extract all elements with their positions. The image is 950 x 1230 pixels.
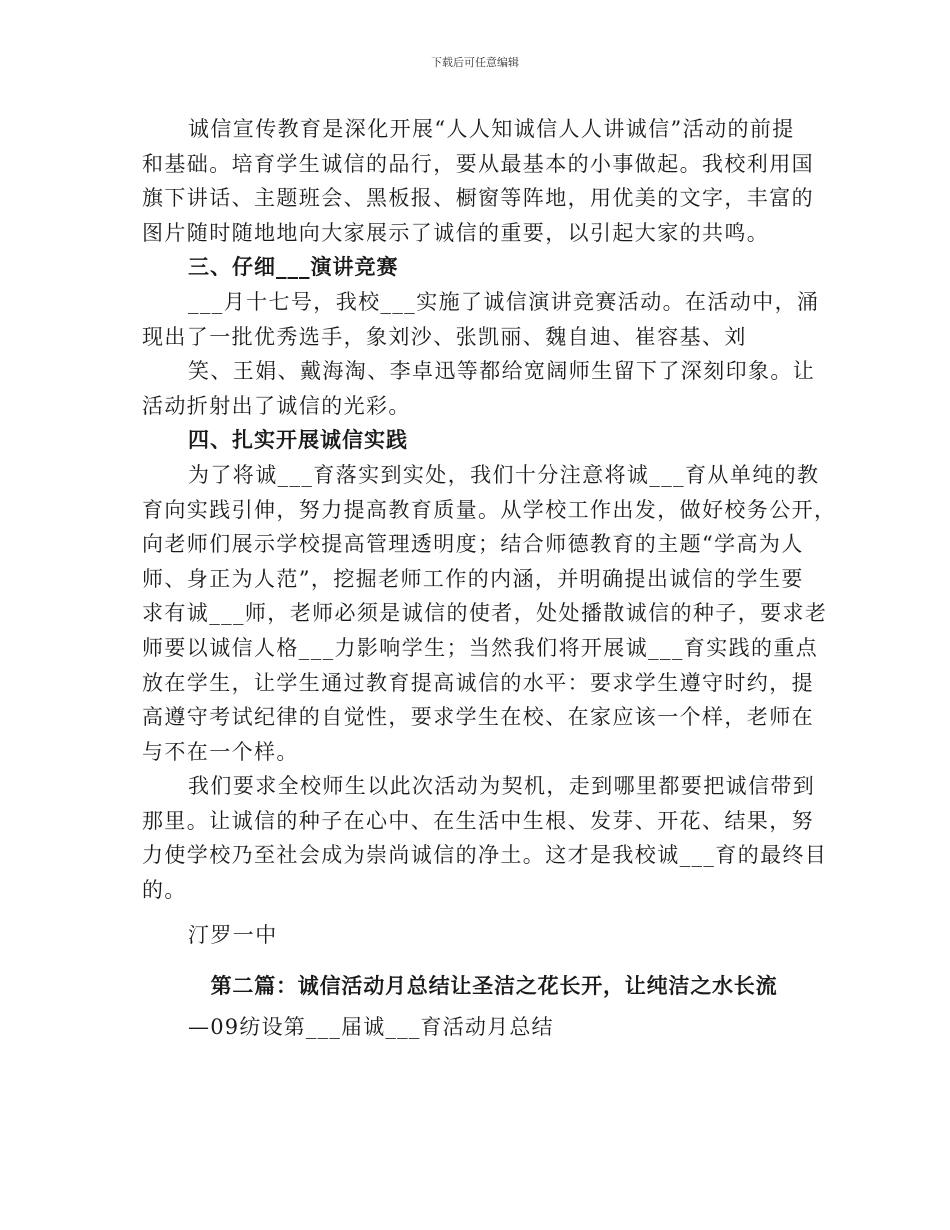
text-line: 活动折射出了诚信的光彩。 [142,393,411,418]
paragraph-conclusion [142,769,828,907]
paragraph-practice [142,458,837,769]
text-line: ___月十七号，我校___实施了诚信演讲竞赛活动。在活动中，涌 [188,289,820,314]
signature: 汀罗一中 [188,922,278,947]
document-body [142,112,837,1045]
text-line: 的。 [142,878,187,903]
page-header: 下载后可任意编辑 [431,56,519,69]
text-line: 与不在一个样。 [142,739,299,764]
paragraph-publicity [142,112,812,250]
text-line: 力使学校乃至社会成为崇尚诚信的净土。这才是我校诚___育的最终目 [142,843,828,868]
text-line: 放在学生，让学生通过教育提高诚信的水平：要求学生遵守时约，提 [142,670,814,695]
text-line: 那里。让诚信的种子在心中、在生活中生根、发芽、开花、结果，努 [142,808,814,833]
article-title: 第二篇：诚信活动月总结让圣洁之花长开，让纯洁之水长流 [210,974,778,999]
text-line: 师、身正为人范”，挖掘老师工作的内涵，并明确提出诚信的学生要 [142,566,804,591]
text-line: 求有诚___师，老师必须是诚信的使者，处处播散诚信的种子，要求老 [142,601,828,626]
text-line: 为了将诚___育落实到实处，我们十分注意将诚___育从单纯的教 [188,462,820,487]
section-heading-4: 四、扎实开展诚信实践 [188,428,408,453]
text-line: 现出了一批优秀选手，象刘沙、张凯丽、魏自迪、崔容基、刘 [142,324,747,349]
text-line: 笑、王娟、戴海淘、李卓迅等都给宽阔师生留下了深刻印象。让 [188,359,816,384]
text-line: 和基础。培育学生诚信的品行，要从最基本的小事做起。我校利用国 [142,151,814,176]
text-line: 旗下讲话、主题班会、黑板报、橱窗等阵地，用优美的文字，丰富的 [142,186,814,211]
text-line: 我们要求全校师生以此次活动为契机，走到哪里都要把诚信带到 [188,774,816,799]
text-line: 诚信宣传教育是深化开展“人人知诚信人人讲诚信”活动的前提 [188,117,795,141]
text-line: 育向实践引伸，努力提高教育质量。从学校工作出发，做好校务公开， [142,497,837,522]
paragraph-speech-contest [142,285,820,423]
article-subtitle: —09纺设第___届诚___育活动月总结 [188,1015,554,1040]
text-line: 高遵守考试纪律的自觉性，要求学生在校、在家应该一个样，老师在 [142,705,814,730]
section-heading-3: 三、仔细___演讲竞赛 [188,255,399,280]
text-line: 向老师们展示学校提高管理透明度；结合师德教育的主题“学高为人 [142,532,804,557]
text-line: 图片随时随地地向大家展示了诚信的重要，以引起大家的共鸣。 [142,220,770,245]
text-line: 师要以诚信人格___力影响学生；当然我们将开展诚___育实践的重点 [142,635,819,660]
